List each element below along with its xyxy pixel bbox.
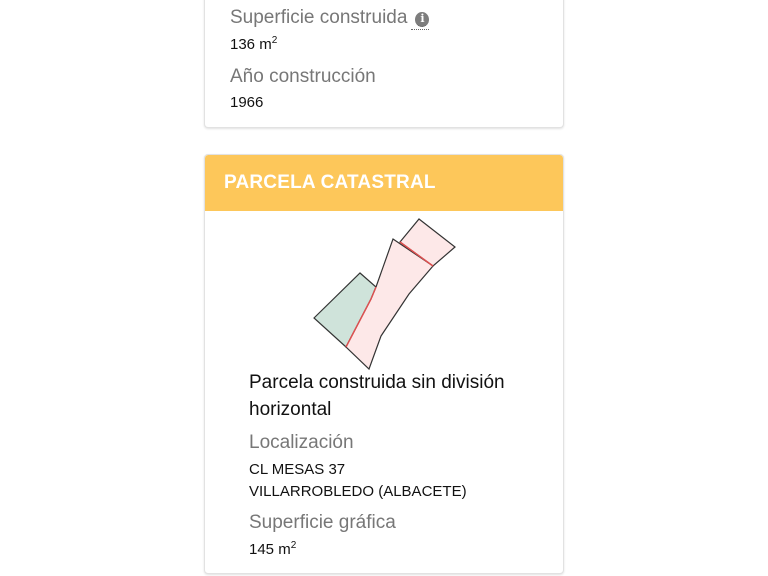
- anio-construccion-label: Año construcción: [230, 66, 376, 87]
- card-header: [205, 155, 563, 211]
- card-header-title: PARCELA CATASTRAL: [224, 172, 436, 193]
- address-line-1: CL MESAS 37: [249, 461, 346, 478]
- parcel-map[interactable]: [309, 215, 459, 371]
- anio-construccion-value: 1966: [230, 94, 264, 111]
- info-icon[interactable]: i: [411, 7, 429, 30]
- superficie-construida-label: Superficie construida i: [230, 7, 429, 29]
- parcel-description: Parcela construida sin división horizontal: [249, 372, 505, 420]
- superficie-grafica-value: 145 $m^2$: [249, 540, 297, 558]
- localizacion-label: Localización: [249, 432, 354, 453]
- address-line-2: VILLARROBLEDO (ALBACETE): [249, 483, 467, 500]
- superficie-grafica-label: Superficie gráfica: [249, 512, 396, 533]
- superficie-construida-value: 136 $m^2$: [230, 35, 278, 53]
- building-info-card: [204, 0, 564, 128]
- parcela-catastral-card: [204, 154, 564, 574]
